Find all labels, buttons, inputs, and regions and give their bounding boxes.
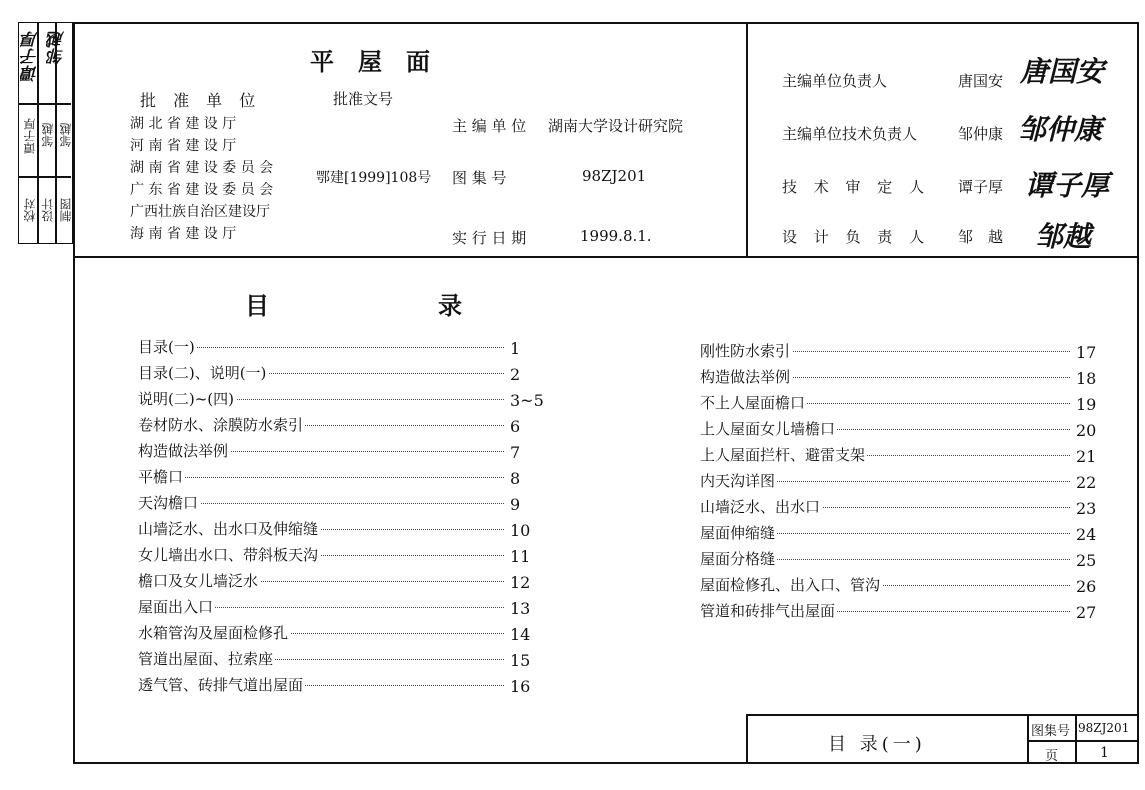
toc-title-left: 目 (245, 291, 269, 320)
toc-entry-page: 23 (1076, 499, 1097, 518)
toc-entry-page: 19 (1076, 395, 1097, 414)
toc-entry-label: 目录(一) (138, 338, 195, 356)
toc-entry-label: 卷材防水、涂膜防水索引 (138, 416, 304, 434)
editor-unit-value: 湖南大学设计研究院 (548, 117, 684, 135)
approval-unit-5: 广西壮族自治区建设厅 (130, 204, 270, 220)
toc-entry-label: 天沟檐口 (138, 494, 199, 512)
page-title: 平 屋 面 (310, 47, 430, 76)
toc-entry (700, 366, 1100, 388)
toc-entry-page: 3~5 (510, 391, 544, 410)
toc-entry (700, 444, 1100, 466)
toc-entry (138, 336, 538, 358)
signature-design-lead: 邹越 (1035, 220, 1092, 253)
toc-entry-label: 内天沟详图 (700, 472, 776, 490)
toc-entry-label: 屋面伸缩缝 (700, 524, 776, 542)
toc-leader-dots (138, 477, 504, 478)
toc-entry-label: 平檐口 (138, 468, 184, 486)
toc-entry (138, 388, 544, 410)
toc-entry (138, 622, 538, 644)
toc-entry-page: 6 (510, 417, 521, 436)
name-tech-reviewer: 谭子厚 (958, 178, 1004, 196)
toc-entry-label: 透气管、砖排气道出屋面 (138, 676, 304, 694)
toc-entry-page: 16 (510, 677, 531, 696)
side-name-draw: 邹越 (59, 123, 73, 147)
toc-entry-page: 17 (1076, 343, 1097, 362)
toc-entry (138, 362, 538, 384)
toc-entry-label: 水箱管沟及屋面检修孔 (138, 624, 289, 642)
toc-entry-label: 山墙泛水、出水口及伸缩缝 (138, 520, 319, 538)
toc-entry (700, 470, 1100, 492)
toc-entry (700, 392, 1100, 414)
side-role-draw: 制图 (59, 198, 73, 222)
approval-unit-label: 批 准 单 位 (140, 91, 262, 110)
approval-unit-2: 河 南 省 建 设 厅 (130, 138, 237, 154)
header-split-line (746, 22, 748, 256)
approval-unit-1: 湖 北 省 建 设 厅 (130, 116, 237, 132)
side-approval-strip (18, 22, 73, 244)
signature-tech-reviewer: 谭子厚 (1025, 169, 1110, 202)
toc-entry-label: 刚性防水索引 (700, 342, 791, 360)
toc-entry (700, 522, 1100, 544)
toc-entry-page: 15 (510, 651, 531, 670)
toc-entry-label: 说明(二)~(四) (138, 390, 234, 408)
toc-entry-label: 不上人屋面檐口 (700, 394, 806, 412)
toc-entry (700, 548, 1100, 570)
sheet-title: 目 录(一) (828, 734, 926, 755)
toc-entry (700, 574, 1100, 596)
side-signature-2: 邹越 (48, 31, 68, 65)
side-name-design: 邹越 (41, 123, 55, 147)
toc-entry-page: 22 (1076, 473, 1097, 492)
toc-entry-page: 20 (1076, 421, 1097, 440)
title-block-top (746, 714, 1139, 716)
signature-tech-lead: 邹仲康 (1018, 113, 1103, 146)
name-tech-lead: 邹仲康 (958, 125, 1004, 143)
toc-entry-page: 14 (510, 625, 531, 644)
approval-doc-label: 批准文号 (333, 90, 394, 108)
toc-entry (700, 600, 1100, 622)
toc-entry-label: 上人屋面女儿墙檐口 (700, 420, 836, 438)
toc-entry-label: 屋面检修孔、出入口、管沟 (700, 576, 881, 594)
toc-entry-page: 9 (510, 495, 521, 514)
toc-entry (138, 648, 538, 670)
toc-entry-page: 24 (1076, 525, 1097, 544)
toc-entry-page: 13 (510, 599, 531, 618)
toc-entry-page: 21 (1076, 447, 1097, 466)
atlas-value: 98ZJ201 (1078, 721, 1130, 735)
toc-entry (138, 518, 538, 540)
page-value: 1 (1100, 745, 1109, 761)
role-design-lead: 设 计 负 责 人 (782, 228, 931, 246)
signature-chief-editor: 唐国安 (1020, 55, 1105, 88)
toc-entry-page: 11 (510, 547, 531, 566)
toc-entry (138, 492, 538, 514)
approval-unit-3: 湖 南 省 建 设 委 员 会 (130, 160, 274, 176)
toc-entry (138, 596, 538, 618)
side-role-check: 校对 (23, 198, 37, 222)
toc-entry-label: 管道和砖排气出屋面 (700, 602, 836, 620)
toc-entry-label: 屋面分格缝 (700, 550, 776, 568)
toc-entry-page: 2 (510, 365, 521, 384)
toc-entry-page: 1 (510, 339, 521, 358)
editor-unit-label: 主 编 单 位 (452, 117, 527, 135)
toc-entry-label: 山墙泛水、出水口 (700, 498, 821, 516)
toc-entry-page: 26 (1076, 577, 1097, 596)
side-role-design: 设计 (41, 198, 55, 222)
page-label: 页 (1045, 749, 1059, 764)
title-block-mid (1027, 740, 1139, 742)
name-chief-editor: 唐国安 (958, 72, 1004, 90)
role-chief-editor: 主编单位负责人 (782, 72, 888, 90)
toc-entry (138, 570, 538, 592)
toc-entry-label: 构造做法举例 (700, 368, 791, 386)
toc-entry-page: 10 (510, 521, 531, 540)
toc-entry-page: 27 (1076, 603, 1097, 622)
toc-entry (700, 340, 1100, 362)
toc-entry-label: 女儿墙出水口、带斜板天沟 (138, 546, 319, 564)
name-design-lead: 邹 越 (958, 228, 1004, 246)
toc-entry-label: 构造做法举例 (138, 442, 229, 460)
toc-entry-page: 7 (510, 443, 521, 462)
toc-entry-label: 檐口及女儿墙泛水 (138, 572, 259, 590)
toc-entry (138, 414, 538, 436)
toc-entry-page: 25 (1076, 551, 1097, 570)
toc-title-right: 录 (438, 291, 462, 320)
impl-date-label: 实 行 日 期 (452, 229, 527, 247)
toc-entry-label: 目录(二)、说明(一) (138, 364, 267, 382)
toc-entry (138, 674, 538, 696)
toc-entry-page: 18 (1076, 369, 1097, 388)
toc-entry (138, 466, 538, 488)
title-block-left (746, 714, 748, 764)
role-tech-reviewer: 技 术 审 定 人 (782, 178, 931, 196)
toc-entry (700, 496, 1100, 518)
header-divider (73, 256, 1139, 258)
atlas-no-label: 图 集 号 (452, 169, 507, 187)
atlas-no-value: 98ZJ201 (582, 167, 647, 185)
approval-unit-4: 广 东 省 建 设 委 员 会 (130, 182, 274, 198)
toc-entry-label: 管道出屋面、拉索座 (138, 650, 274, 668)
toc-entry-page: 8 (510, 469, 521, 488)
approval-doc-value: 鄂建[1999]108号 (316, 170, 432, 186)
toc-entry-label: 屋面出入口 (138, 598, 214, 616)
role-tech-lead: 主编单位技术负责人 (782, 125, 918, 143)
side-name-check: 谭子厚 (23, 118, 37, 154)
side-signature-1: 谭子厚 (22, 31, 42, 82)
toc-entry (700, 418, 1100, 440)
toc-entry (138, 440, 538, 462)
title-block-split (1027, 714, 1029, 764)
atlas-label: 图集号 (1031, 724, 1071, 739)
toc-entry (138, 544, 538, 566)
title-block-split-2 (1075, 714, 1077, 764)
toc-entry-label: 上人屋面拦杆、避雷支架 (700, 446, 866, 464)
approval-unit-6: 海 南 省 建 设 厅 (130, 226, 237, 242)
toc-entry-page: 12 (510, 573, 531, 592)
impl-date-value: 1999.8.1. (580, 227, 652, 245)
